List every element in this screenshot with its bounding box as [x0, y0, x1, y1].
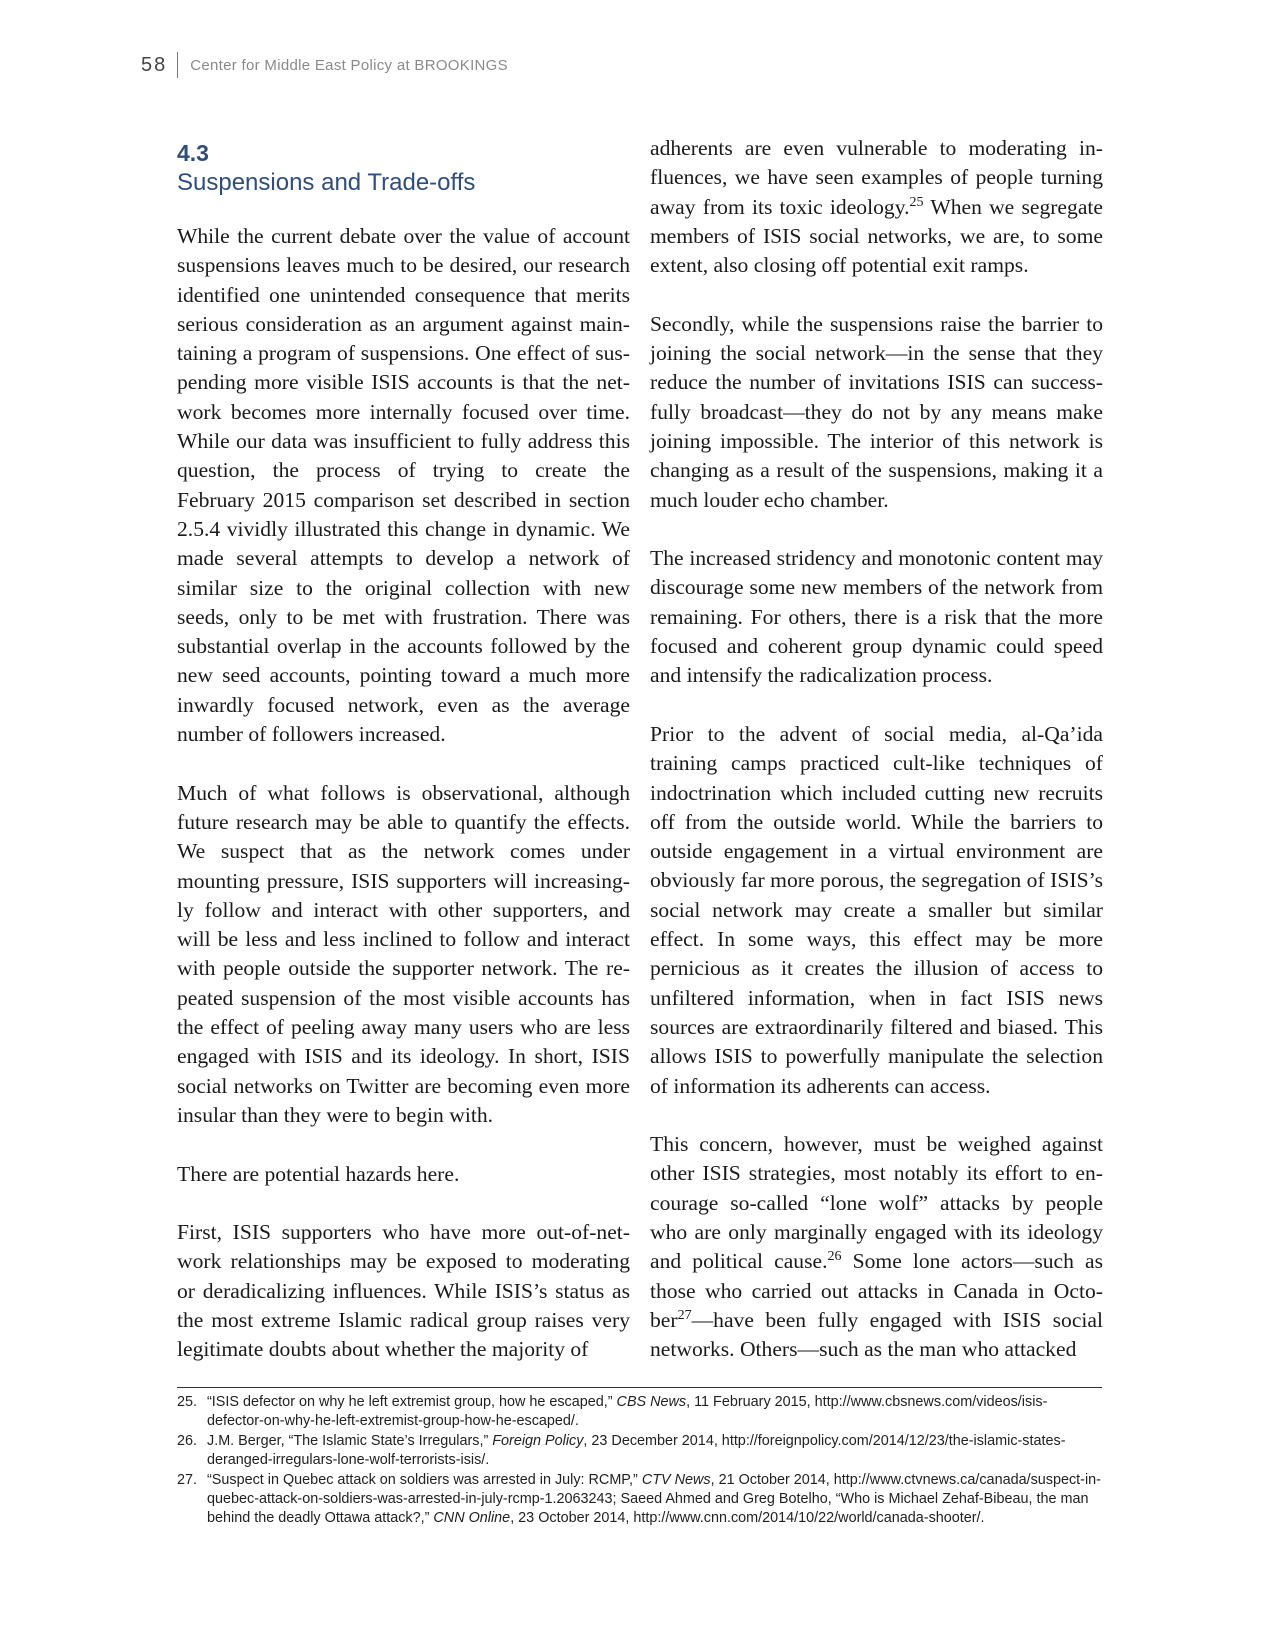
- footnote-source: Foreign Policy: [492, 1433, 584, 1449]
- footnotes: [177, 1393, 1102, 1529]
- section-title: Suspensions and Trade-offs: [177, 169, 476, 196]
- footnote-text: “Suspect in Quebec attack on soldiers was arrested in July: RCMP,” CTV News, 21 October 2014, http://www.ctvnews.ca/canada/suspect-in-quebec-attack-on-soldiers-was-arrested-in-july-rcmp-1.2063243; Saeed Ahmed and Greg Botelho, “Who is Michael Zehaf-Bibeau, the man behind the deadly Ottawa attack?,” CNN Online, 23 October 2014, http://www.cnn.com/2014/10/22/world/canada-shooter/.: [207, 1472, 1101, 1526]
- paragraph: While the current debate over the value of account suspensions leaves much to be desired, our research identified one unintended consequence that merits serious consideration as an argument against maintaining a program of suspensions. One effect of suspending more visible ISIS accounts is that the network becomes more internally focused over time. While our data was insufficient to fully address this question, the process of trying to create the February 2015 comparison set described in section 2.5.4 vividly illustrated this change in dynamic. We made several attempts to develop a network of similar size to the original collection with new seeds, only to be met with frustration. There was substantial overlap in the accounts followed by the new seed accounts, pointing toward a much more inwardly focused network, even as the average number of followers increased.: [177, 224, 630, 747]
- left-column: [177, 134, 630, 1365]
- paragraph-text: Some lone actors—such as those who carried out attacks in Canada in October: [650, 1249, 1103, 1332]
- footnote-rule: [177, 1387, 1102, 1388]
- footnote-number: 27.: [177, 1472, 198, 1488]
- footnote-26: [177, 1432, 1102, 1470]
- footnote-source: CNN Online: [433, 1510, 511, 1526]
- footnote-ref-27[interactable]: 27: [677, 1307, 692, 1323]
- paragraph: [650, 1130, 1103, 1364]
- publication-name: Center for Middle East Policy at BROOKINGS: [190, 56, 508, 74]
- paragraph: [650, 134, 1103, 280]
- paragraph: First, ISIS supporters who have more out-of-network relationships may be exposed to moderating or deradicalizing influences. While ISIS’s status as the most extreme Islamic radical group raises very legitimate doubts about whether the majority of: [177, 1220, 630, 1362]
- header-divider: [177, 52, 178, 78]
- paragraph: Much of what follows is observational, although future research may be able to quantify the effects. We suspect that as the network comes under mounting pressure, ISIS supporters will increasingly follow and interact with other supporters, and will be less and less inclined to follow and interact with people outside the supporter network. The repeated suspension of the most visible accounts has the effect of peeling away many users who are less engaged with ISIS and its ideology. In short, ISIS social networks on Twitter are becoming even more insular than they were to begin with.: [177, 780, 630, 1127]
- paragraph: The increased stridency and monotonic content may discourage some new members of the network from remaining. For others, there is a risk that the more focused and coherent group dynamic could speed and intensify the radicalization process.: [650, 546, 1103, 688]
- footnote-25: [177, 1393, 1102, 1431]
- paragraph: There are potential hazards here.: [177, 1161, 460, 1186]
- running-header: [141, 52, 508, 78]
- footnote-ref-25[interactable]: 25: [909, 194, 924, 210]
- paragraph-text: This concern, however, must be weighed against other ISIS strategies, most notably its effort to encourage so-called “lone wolf” attacks by people who are only marginally engaged with its ideology and political cause.: [650, 1132, 1103, 1274]
- paragraph-text: When we segregate members of ISIS social networks, we are, to some extent, also closing off potential exit ramps.: [650, 194, 1103, 278]
- footnote-text: “ISIS defector on why he left extremist group, how he escaped,” CBS News, 11 February 2015, http://www.cbsnews.com/videos/isis-defector-on-why-he-left-extremist-group-how-he-escaped/.: [207, 1394, 1048, 1429]
- footnote-source: CTV News: [641, 1472, 711, 1488]
- page-number: 58: [141, 53, 168, 76]
- footnote-text: J.M. Berger, “The Islamic State’s Irregulars,” Foreign Policy, 23 December 2014, http://foreignpolicy.com/2014/12/23/the-islamic-states-deranged-irregulars-lone-wolf-terrorists-isis/.: [207, 1433, 1066, 1468]
- footnote-number: 25.: [177, 1394, 198, 1410]
- section-number: 4.3: [177, 140, 209, 166]
- footnote-source: CBS News: [616, 1394, 687, 1410]
- right-column: [650, 134, 1103, 1364]
- paragraph: Prior to the advent of social media, al-Qa’ida training camps practiced cult-like techniques of indoctrination which included cutting new recruits off from the outside world. While the barriers to outside engagement in a virtual environment are obviously far more porous, the segregation of ISIS’s social network may create a smaller but similar effect. In some ways, this effect may be more pernicious as it creates the illusion of access to unfiltered information, when in fact ISIS news sources are extraordinarily filtered and biased. This allows ISIS to powerfully manipulate the selection of information its adherents can access.: [650, 721, 1103, 1098]
- paragraph: Secondly, while the suspensions raise the barrier to joining the social network—in the sense that they reduce the number of invitations ISIS can successfully broadcast—they do not by any means make joining impossible. The interior of this network is changing as a result of the suspensions, making it a much louder echo chamber.: [650, 311, 1103, 512]
- footnote-ref-26[interactable]: 26: [827, 1249, 842, 1265]
- paragraph-text: —have been fully engaged with ISIS social networks. Others—such as the man who attacked: [650, 1307, 1103, 1362]
- footnote-27: [177, 1471, 1102, 1528]
- footnote-number: 26.: [177, 1433, 198, 1449]
- paragraph-text: adherents are even vulnerable to moderating influences, we have seen examples of people turning away from its toxic ideology.: [650, 136, 1103, 219]
